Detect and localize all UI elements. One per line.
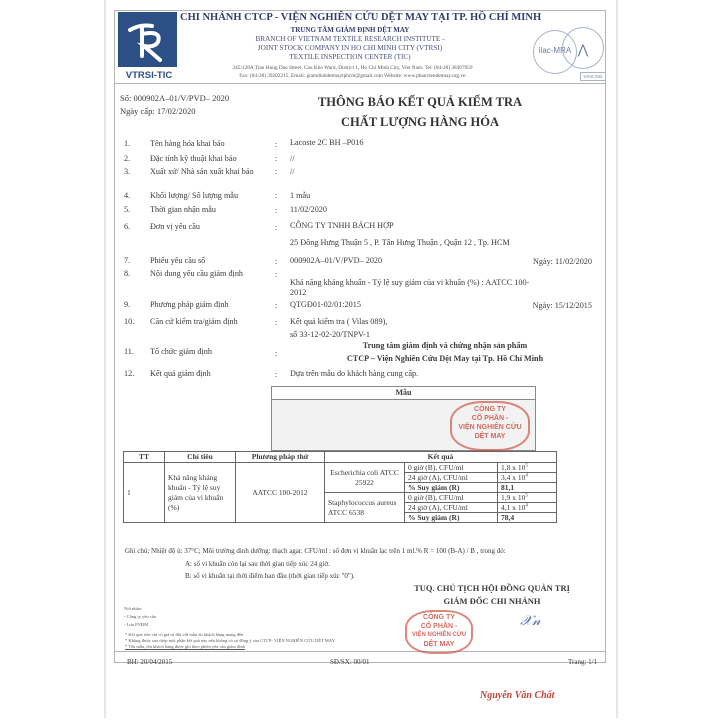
- item-no: 7.: [124, 256, 131, 265]
- address: 345/128A Tran Hung Dao Street, Cau Kho Ward, District 1, Ho Chi Minh City, Viet Nam. Tel: (84-28) 38367959: [232, 65, 473, 71]
- org-name: CHI NHÁNH CTCP - VIỆN NGHIÊN CỨU DỆT MAY TẠI TP. HỒ CHÍ MINH: [180, 12, 542, 23]
- cell-value: [498, 463, 557, 473]
- item-label: Phương pháp giám định: [150, 300, 229, 309]
- stamp-line-3: VIỆN NGHIÊN CỨU: [411, 632, 467, 638]
- item-no: 6.: [124, 222, 131, 231]
- footer-page: Trang: 1/1: [568, 658, 598, 666]
- note-a: A: số vi khuẩn còn lại sau thời gian tiếp xúc 24 giờ.: [185, 560, 330, 568]
- item-value: //: [290, 154, 295, 163]
- address-block: [180, 65, 525, 80]
- stamp-line-4: DỆT MAY: [423, 641, 455, 648]
- item-date: Ngày: 15/12/2015: [532, 301, 592, 310]
- stamp-line-1: CÔNG TY: [423, 614, 455, 621]
- stamp-line-2: CỔ PHẦN -: [420, 623, 458, 630]
- item-no: 1.: [124, 139, 131, 148]
- value-exponent: 4: [525, 503, 528, 509]
- item-value: Lacoste 2C BH –P016: [290, 138, 364, 147]
- item-value: 11/02/2020: [290, 205, 327, 214]
- value-exponent: 4: [525, 473, 528, 479]
- item-no: 11.: [124, 347, 134, 356]
- item-no: 9.: [124, 300, 131, 309]
- signer-name: Nguyễn Văn Chất: [480, 690, 555, 701]
- vtrsi-logo-icon: [118, 12, 177, 67]
- org-en-line-1: BRANCH OF VIETNAM TEXTILE RESEARCH INSTITUTE -: [255, 35, 445, 43]
- doc-title-1: THÔNG BÁO KẾT QUẢ KIỂM TRA: [317, 95, 523, 109]
- accreditation-seal-icon: [562, 27, 604, 69]
- item-colon: :: [275, 167, 278, 176]
- header-divider: [114, 83, 605, 84]
- org-en-line-2: JOINT STOCK COMPANY IN HO CHI MINH CITY (VTRSI): [257, 44, 443, 52]
- value-exponent: 5: [525, 463, 528, 469]
- issue-date: Ngày cấp: 17/02/2020: [120, 106, 196, 116]
- item-value: Dựa trên mẫu do khách hàng cung cấp.: [290, 369, 419, 378]
- stamp-line-2: CỔ PHẦN -: [471, 415, 509, 422]
- item-value: Kết quả kiểm tra ( Vilas 089),: [290, 317, 388, 326]
- item-colon: :: [275, 140, 278, 149]
- stamp-text: [452, 405, 528, 441]
- cell-label: 24 giờ (A), CFU/ml: [405, 503, 498, 513]
- item-colon: :: [275, 206, 278, 215]
- item-colon: :: [275, 301, 278, 310]
- doc-number-block: [120, 92, 229, 118]
- logo-text: VTRSI-TIC: [125, 70, 173, 81]
- item-label: Kết quả giám định: [150, 369, 211, 378]
- recipients: [124, 605, 156, 629]
- footer-bh: BH: 20/04/2015: [127, 658, 173, 666]
- org-english: [180, 35, 520, 62]
- item-value: 000902A–01/V/PVD– 2020: [290, 256, 383, 265]
- item-value-cont: số 33-12-02-20/TNPV-1: [290, 330, 370, 339]
- cell-label: 0 giờ (B), CFU/ml: [405, 493, 498, 503]
- center-name: TRUNG TÂM GIÁM ĐỊNH DỆT MAY: [290, 26, 410, 34]
- accreditation-glyph: ⋀: [577, 42, 589, 57]
- item-no: 3.: [124, 167, 131, 176]
- col-method: Phương pháp thử: [236, 452, 325, 463]
- value-mantissa: 1,9 x 10: [501, 493, 526, 502]
- recipient-2: - Lưu PVĐM: [124, 622, 149, 627]
- signature-title-1: TUQ. CHỦ TỊCH HỘI ĐỒNG QUẢN TRỊ: [414, 583, 570, 593]
- col-result: Kết quả: [325, 452, 557, 463]
- item-no: 4.: [124, 191, 131, 200]
- fine-print-2: * Không được sao chép một phần kết quả này nếu không có sự đồng ý của CTCP- VIỆN NGHIÊN CỨU DỆT MAY: [125, 638, 335, 643]
- item-value: //: [290, 167, 295, 176]
- stamp-text: [407, 613, 471, 649]
- stamp-line-3: VIỆN NGHIÊN CỨU: [458, 424, 522, 431]
- note-b: B: số vi khuẩn tại thời điểm ban đầu (thời gian tiếp xúc "0").: [185, 572, 355, 580]
- cell-value: 78,4: [498, 513, 557, 523]
- item-label: Tên hàng hóa khai báo: [150, 139, 225, 148]
- company-stamp-icon: [450, 401, 530, 451]
- value-mantissa: 4,1 x 10: [501, 503, 526, 512]
- item-label: Tổ chức giám định: [150, 347, 212, 356]
- cell-label: % Suy giảm (R): [405, 513, 498, 523]
- item-value: QTGĐ01-02/01:2015: [290, 300, 361, 309]
- item-label: Đơn vị yêu cầu: [150, 222, 201, 231]
- cell-value: 81,1: [498, 483, 557, 493]
- item-value-cont: CTCP – Viện Nghiên Cứu Dệt May tại Tp. Hồ Chí Minh: [346, 354, 544, 363]
- item-colon: :: [275, 223, 278, 232]
- table-row: [124, 463, 557, 473]
- recipients-title: Nơi nhận:: [124, 606, 143, 611]
- item-value: CÔNG TY TNHH BÁCH HỢP: [290, 221, 394, 230]
- item-label: Nội dung yêu cầu giám định: [150, 269, 244, 278]
- note-main: Ghi chú: Nhiệt độ ủ: 37°C; Môi trường dinh dưỡng: thạch agar. CFU/ml : số đơn vị khuẩn lạc trên 1 ml.% R = 100 (B-A) / B , trong đó:: [125, 547, 506, 555]
- ilac-label: ilac-MRA: [538, 46, 572, 55]
- cell-method: AATCC 100-2012: [236, 463, 325, 523]
- signature-scribble-icon: 𝒳𝓃: [520, 614, 541, 629]
- item-label: Khối lượng/ Số lượng mẫu: [150, 191, 239, 200]
- fine-print-3: * Tên mẫu, tên khách hàng được ghi theo phiếu yêu cầu giám định: [125, 644, 245, 649]
- stamp-line-1: CÔNG TY: [474, 406, 506, 413]
- item-no: 8.: [124, 269, 131, 278]
- company-stamp-icon: [405, 610, 473, 654]
- col-tt: TT: [124, 452, 165, 463]
- cell-label: 24 giờ (A), CFU/ml: [405, 473, 498, 483]
- cell-value: [498, 493, 557, 503]
- value-mantissa: 1,8 x 10: [501, 463, 526, 472]
- item-no: 2.: [124, 154, 131, 163]
- results-table: [123, 451, 557, 523]
- org-en-line-3: TEXTILE INSPECTION CENTER (TIC): [289, 53, 411, 61]
- item-colon: :: [275, 270, 278, 279]
- doc-title-2: CHẤT LƯỢNG HÀNG HÓA: [341, 115, 499, 129]
- item-no: 12.: [124, 369, 135, 378]
- item-label: Phiếu yêu cầu số: [150, 256, 206, 265]
- stamp-line-4: DỆT MAY: [474, 433, 506, 440]
- footer-sdsx: SĐ/SX: 00/01: [330, 658, 370, 666]
- item-colon: :: [275, 191, 278, 200]
- item-colon: :: [275, 370, 278, 379]
- cell-label: 0 giờ (B), CFU/ml: [405, 463, 498, 473]
- recipient-1: - Công ty yêu cầu: [124, 614, 156, 619]
- fine-print: [125, 632, 400, 650]
- item-colon: :: [275, 154, 278, 163]
- item-label: Căn cứ kiểm tra/giám định: [150, 317, 238, 326]
- vias-label: VIAS 042: [580, 72, 606, 81]
- item-colon: :: [275, 257, 278, 266]
- table-header-row: [124, 452, 557, 463]
- item-value: 1 mẫu: [290, 191, 311, 200]
- item-value-cont: 2012: [290, 288, 307, 297]
- cell-value: [498, 473, 557, 483]
- item-date: Ngày: 11/02/2020: [532, 257, 592, 266]
- cell-criterion: Khả năng kháng khuẩn - Tỷ lệ suy giảm của vi khuẩn (%): [165, 463, 236, 523]
- contact: Fax: (84-28) 39202215. Email: giamdinhdetmaytphcm@gmail.com Website: www.phanviendetmay.org.vn: [239, 72, 466, 79]
- item-label: Thời gian nhận mẫu: [150, 205, 216, 214]
- value-mantissa: 3,4 x 10: [501, 473, 526, 482]
- item-no: 5.: [124, 205, 131, 214]
- sample-header: Mẫu: [272, 387, 535, 400]
- cell-label: % Suy giảm (R): [405, 483, 498, 493]
- item-colon: :: [275, 318, 278, 327]
- item-colon: :: [275, 349, 278, 358]
- cell-value: [498, 503, 557, 513]
- fine-print-1: * Kết quả trên chỉ có giá trị đối với mẫu do khách hàng mang đến: [125, 632, 244, 637]
- item-label: Đặc tính kỹ thuật khai báo: [150, 154, 237, 163]
- footer-divider: [114, 651, 605, 652]
- item-label: Xuất xứ/ Nhà sản xuất khai báo: [150, 167, 254, 176]
- cell-organism-2: Staphylococcus aureus ATCC 6538: [325, 493, 405, 523]
- item-value: Trung tâm giám định và chứng nhận sản phẩm: [362, 341, 528, 350]
- signature-title-2: GIÁM ĐỐC CHI NHÁNH: [443, 596, 541, 606]
- item-value: Khả năng kháng khuẩn - Tỷ lệ suy giảm của vi khuẩn (%) : AATCC 100-: [290, 278, 530, 287]
- value-exponent: 5: [525, 493, 528, 499]
- col-criterion: Chỉ tiêu: [165, 452, 236, 463]
- cell-tt: 1: [124, 463, 165, 523]
- item-no: 10.: [124, 317, 135, 326]
- doc-number: Số: 000902A–01/V/PVD– 2020: [120, 93, 230, 103]
- cell-organism-1: Escherichia coli ATCC 25922: [325, 463, 405, 493]
- item-value-address: 25 Đông Hưng Thuận 5 , P. Tân Hưng Thuận , Quận 12 , Tp. HCM: [290, 238, 510, 247]
